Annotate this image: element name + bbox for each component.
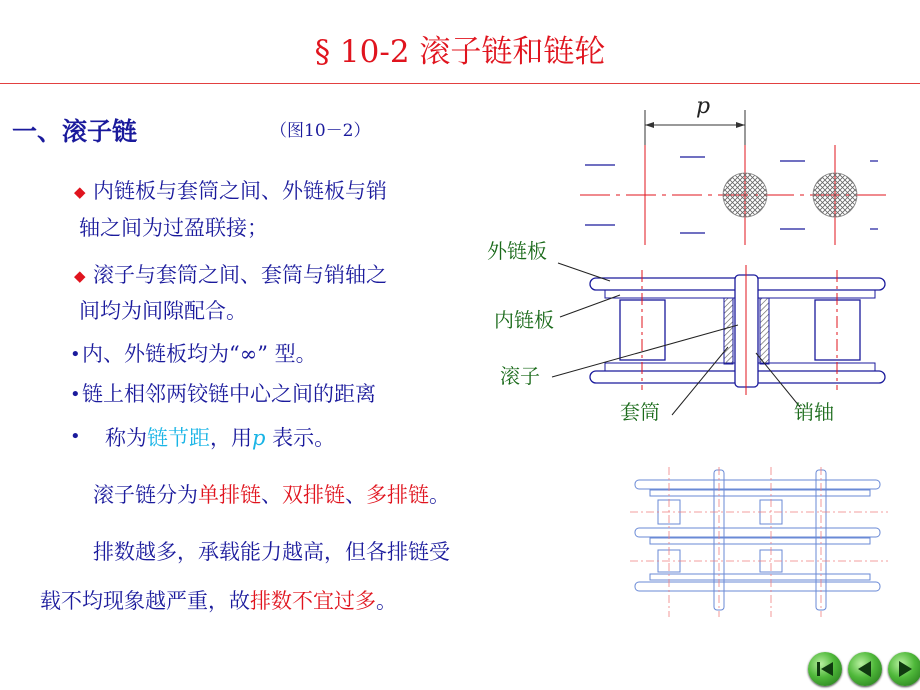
bullet-2-line-2: 间均为间隙配合。 — [79, 299, 247, 323]
page-title: § 10-2 滚子链和链轮 — [314, 34, 606, 70]
multi-row-chain: 多排链 — [366, 483, 429, 507]
p1-sep-2: 、 — [345, 483, 366, 507]
bullet-5-post: 表示。 — [265, 426, 336, 450]
previous-slide-button[interactable] — [848, 652, 882, 686]
bullet-1-line-1: 内链板与套筒之间、外链板与销 — [93, 179, 387, 203]
chain-types-paragraph — [93, 481, 450, 509]
rows-paragraph-line-1: 排数越多，承载能力越高，但各排链受 — [93, 540, 450, 564]
diamond-bullet-icon: ◆ — [74, 183, 86, 201]
p2-line2-post: 。 — [376, 589, 397, 613]
pitch-symbol: p — [252, 426, 266, 450]
bullet-3: 内、外链板均为“∞” 型。 — [82, 342, 317, 366]
title-divider — [0, 83, 920, 84]
bullet-5-pre: 称为 — [105, 426, 147, 450]
dot-bullet-icon: • — [70, 384, 81, 405]
chain-section-view — [590, 265, 885, 395]
diamond-bullet-icon: ◆ — [74, 267, 86, 285]
dot-bullet-icon: • — [70, 344, 81, 365]
first-slide-button[interactable] — [808, 652, 842, 686]
next-icon — [888, 652, 920, 686]
pitch-term: 链节距 — [147, 426, 210, 450]
previous-icon — [848, 652, 882, 686]
p1-post: 。 — [429, 483, 450, 507]
multi-row-chain-figure — [630, 462, 890, 622]
bullet-2-line-1: 滚子与套筒之间、套筒与销轴之 — [93, 263, 387, 287]
chain-top-view — [580, 145, 890, 245]
p2-line2-pre: 载不均现象越严重，故 — [40, 589, 250, 613]
label-inner-plate: 内链板 — [494, 308, 554, 332]
bullet-1-line-2: 轴之间为过盈联接； — [79, 216, 268, 240]
label-bushing: 套筒 — [620, 400, 660, 424]
roller-chain-diagram — [460, 85, 920, 445]
skip-first-icon — [808, 652, 842, 686]
next-slide-button[interactable] — [888, 652, 920, 686]
rows-warning: 排数不宜过多 — [250, 589, 376, 613]
single-row-chain: 单排链 — [198, 483, 261, 507]
rows-paragraph-line-2 — [40, 587, 397, 615]
pitch-label: p — [696, 94, 711, 119]
p1-pre: 滚子链分为 — [93, 483, 198, 507]
p1-sep-1: 、 — [261, 483, 282, 507]
figure-reference: （图10－2） — [270, 121, 371, 141]
bullet-4: 链上相邻两铰链中心之间的距离 — [82, 382, 376, 406]
label-roller: 滚子 — [500, 364, 540, 388]
label-pin: 销轴 — [794, 400, 834, 424]
bullet-5-mid: ，用 — [210, 426, 252, 450]
bullet-5 — [105, 424, 335, 452]
section-heading: 一、滚子链 — [12, 117, 138, 146]
dot-bullet-icon: • — [70, 426, 81, 447]
double-row-chain: 双排链 — [282, 483, 345, 507]
label-outer-plate: 外链板 — [487, 239, 547, 263]
